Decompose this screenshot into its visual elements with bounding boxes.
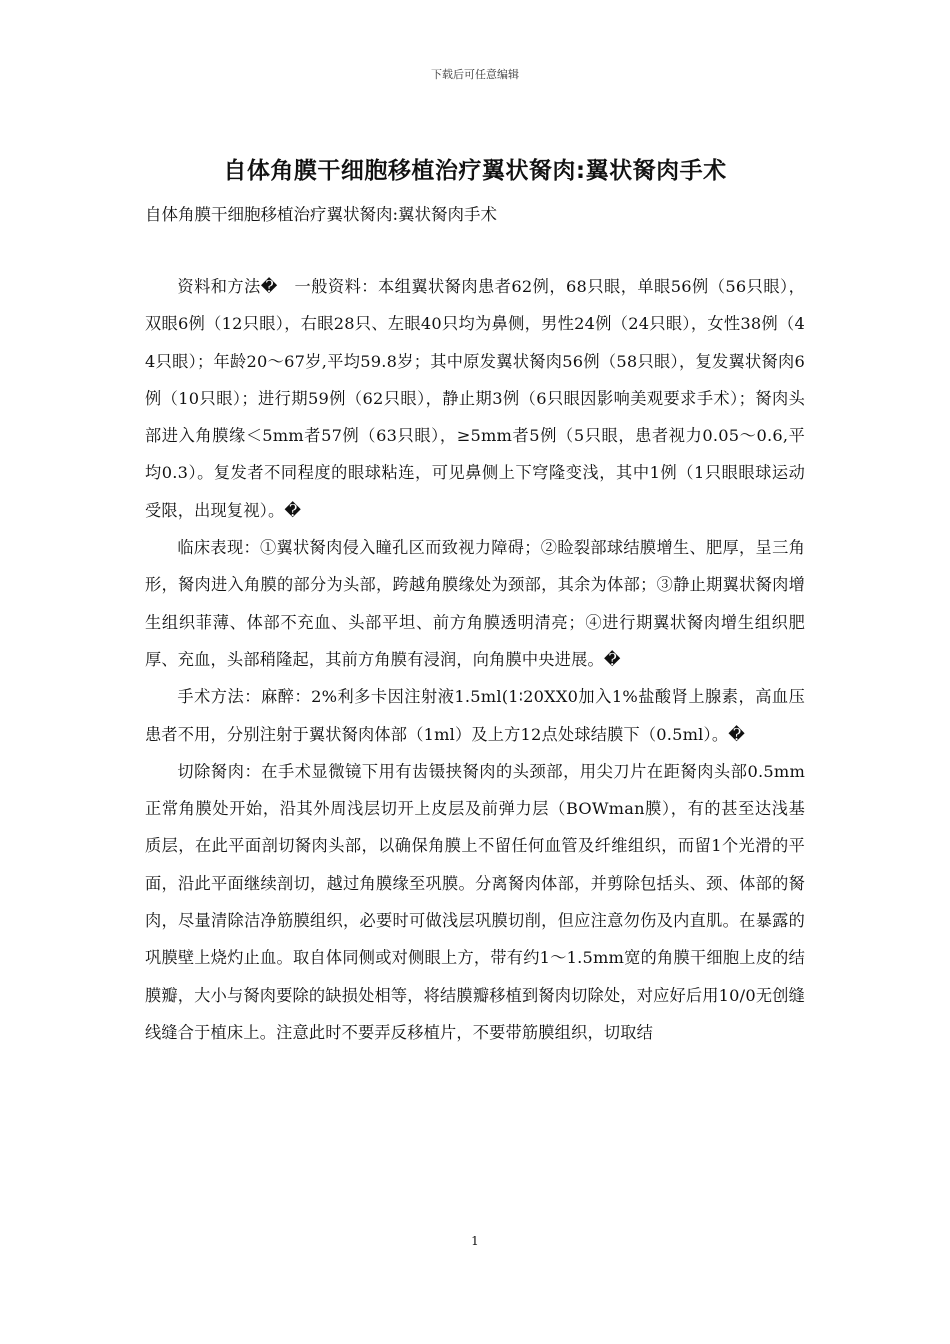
paragraph-materials-methods: 资料和方法� 一般资料：本组翼状胬肉患者62例，68只眼，单眼56例（56只眼），双眼6例（12只眼），右眼28只、左眼40只均为鼻侧，男性24例（24只眼），女性38例（44只眼）；年龄20～67岁,平均59.8岁；其中原发翼状胬肉56例（58只眼），复发翼状胬肉6例（10只眼）；进行期59例（62只眼），静止期3例（6只眼因影响美观要求手术）；胬肉头部进入角膜缘＜5mm者57例（63只眼），≥5mm者5例（5只眼，患者视力0.05～0.6,平均0.3）。复发者不同程度的眼球粘连，可见鼻侧上下穹隆变浅，其中1例（1只眼眼球运动受限，出现复视）。� <box>145 277 805 520</box>
paragraph-clinical-manifestation: 临床表现：①翼状胬肉侵入瞳孔区而致视力障碍；②睑裂部球结膜增生、肥厚，呈三角形，胬肉进入角膜的部分为头部，跨越角膜缘处为颈部，其余为体部；③静止期翼状胬肉增生组织菲薄、体部不充血、头部平坦、前方角膜透明清亮；④进行期翼状胬肉增生组织肥厚、充血，头部稍隆起，其前方角膜有浸润，向角膜中央进展。� <box>145 538 805 669</box>
page-number: 1 <box>471 1234 479 1248</box>
document-title: 自体角膜干细胞移植治疗翼状胬肉:翼状胬肉手术 <box>223 158 727 184</box>
header-note: 下载后可任意编辑 <box>431 68 519 81</box>
paragraph-excision: 切除胬肉：在手术显微镜下用有齿镊挟胬肉的头颈部，用尖刀片在距胬肉头部0.5mm正常角膜处开始，沿其外周浅层切开上皮层及前弹力层（BOWman膜），有的甚至达浅基质层，在此平面剖切胬肉头部，以确保角膜上不留任何血管及纤维组织，而留1个光滑的平面，沿此平面继续剖切，越过角膜缘至巩膜。分离胬肉体部，并剪除包括头、颈、体部的胬肉，尽量清除洁净筋膜组织，必要时可做浅层巩膜切削，但应注意勿伤及内直肌。在暴露的巩膜壁上烧灼止血。取自体同侧或对侧眼上方，带有约1～1.5mm宽的角膜干细胞上皮的结膜瓣，大小与胬肉要除的缺损处相等，将结膜瓣移植到胬肉切除处，对应好后用10/0无创缝线缝合于植床上。注意此时不要弄反移植片，不要带筋膜组织，切取结 <box>145 761 805 1042</box>
document-subtitle: 自体角膜干细胞移植治疗翼状胬肉:翼状胬肉手术 <box>145 205 498 224</box>
paragraph-surgical-method: 手术方法：麻醉：2%利多卡因注射液1.5ml(1∶20XX0加入1%盐酸肾上腺素，高血压患者不用，分别注射于翼状胬肉体部（1ml）及上方12点处球结膜下（0.5ml）。� <box>145 687 805 744</box>
document-body <box>145 268 805 1051</box>
